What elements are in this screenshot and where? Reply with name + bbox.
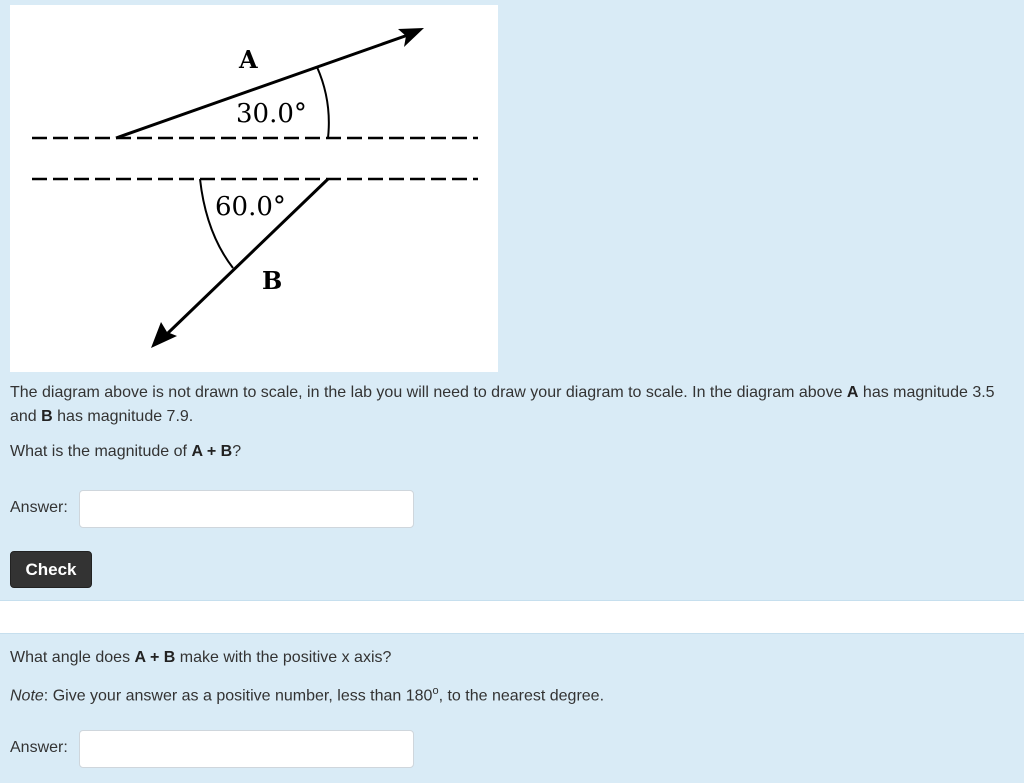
check-button[interactable]: Check [10,551,92,588]
question-1-prompt: What is the magnitude of A + B? [10,443,242,460]
vector-b-ref: B [41,408,53,425]
label-b: B [262,266,283,295]
angle-b-label: 60.0° [215,192,286,222]
vector-diagram [10,5,498,372]
answer-input-1[interactable] [79,490,414,528]
vector-b-arrowhead [151,322,177,348]
question-panel-2 [0,633,1024,783]
question-1-description: The diagram above is not drawn to scale, in the lab you will need to draw your diagram to scale. In the diagram above A has magnitude 3.5 and B has magnitude 7.9. [10,384,995,425]
vector-diagram-svg [10,5,498,372]
angle-a-label: 30.0° [236,99,307,129]
question-2-prompt: What angle does A + B make with the positive x axis? [10,649,392,666]
label-a: A [239,45,258,74]
vector-a-ref: A [846,384,859,401]
question-2-note: Note: Give your answer as a positive number, less than 180$^o$, to the nearest degree. [10,685,605,705]
answer-label-1: Answer: [10,499,68,516]
angle-a-arc [317,67,329,138]
answer-input-2[interactable] [79,730,414,768]
answer-label-2: Answer: [10,739,68,756]
